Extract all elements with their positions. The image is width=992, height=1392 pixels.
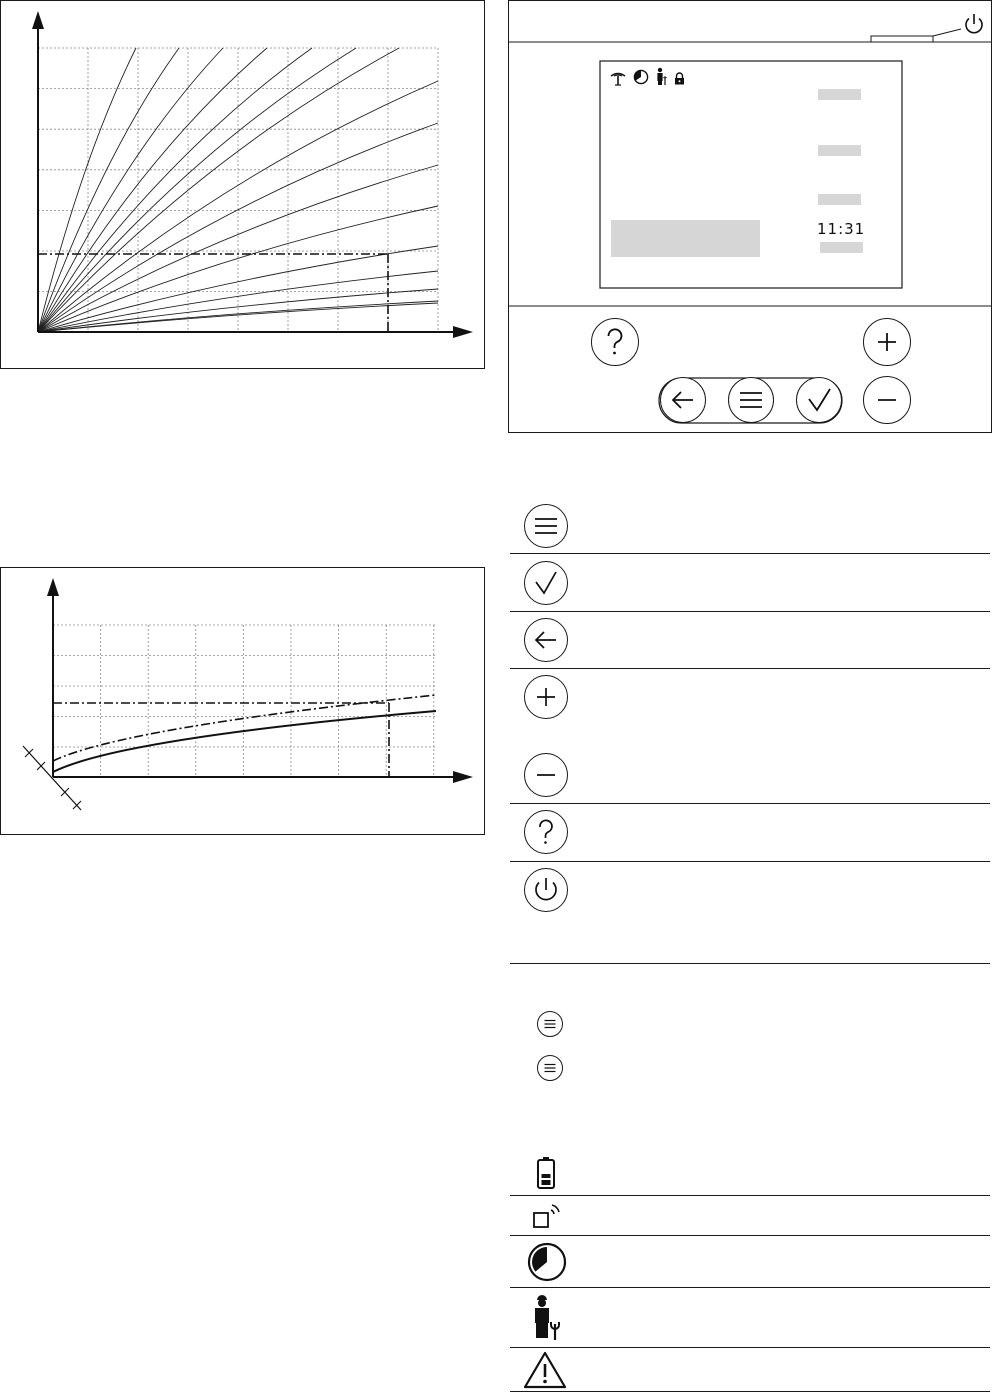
symbol-row-back xyxy=(510,612,990,669)
power-icon xyxy=(524,868,568,912)
menu-icon xyxy=(524,504,568,548)
symbol-row-installer xyxy=(510,1288,990,1348)
menu-icon xyxy=(537,1011,563,1037)
display-time: 11:31 xyxy=(817,220,866,238)
symbol-row-menu xyxy=(510,497,990,554)
help-icon xyxy=(524,810,568,854)
symbol-row-power xyxy=(510,862,990,964)
symbol-row-plus-minus xyxy=(510,669,990,804)
clock-icon xyxy=(526,1241,568,1283)
confirm-icon xyxy=(524,561,568,605)
back-icon xyxy=(524,618,568,662)
minus-icon xyxy=(524,753,568,797)
symbol-row-clock xyxy=(510,1236,990,1288)
menu-icon xyxy=(537,1055,563,1081)
wireless-icon xyxy=(530,1201,564,1231)
symbol-row-confirm xyxy=(510,554,990,612)
warning-icon xyxy=(522,1350,568,1390)
plus-icon xyxy=(524,675,568,719)
symbol-row-warning xyxy=(510,1348,990,1392)
battery-icon xyxy=(536,1156,556,1190)
symbol-row-wireless xyxy=(510,1196,990,1236)
symbol-row-battery xyxy=(510,1148,990,1196)
symbol-row-help xyxy=(510,804,990,862)
installer-icon xyxy=(532,1294,562,1342)
